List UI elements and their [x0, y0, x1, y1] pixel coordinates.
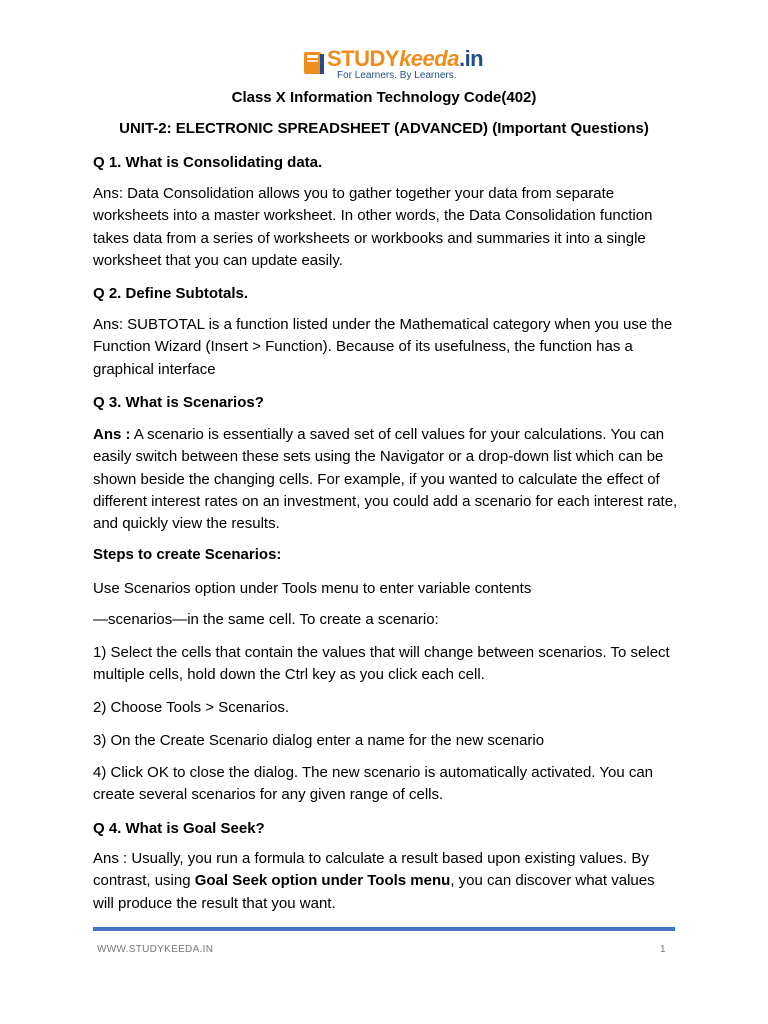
- question-heading: Q 4. What is Goal Seek?: [93, 820, 265, 837]
- answer-text: Ans: Data Consolidation allows you to gather together your data from separate worksheets into a master worksheet. In other words, the Data Consolidation function takes data from a series of worksheets or workbooks and summaries it into a single worksheet that you can update easily.: [93, 185, 653, 269]
- q1-question: [93, 152, 678, 174]
- step-3: [93, 730, 678, 752]
- question-heading: Q 3. What is Scenarios?: [93, 394, 264, 411]
- answer-body: A scenario is essentially a saved set of cell values for your calculations. You can easily switch between these sets using the Navigator or a drop-down list which can be shown beside the changing cells. For example, if you wanted to calculate the effect of different interest rates on an investment, you could add a scenario for each interest rate, and quickly view the results.: [93, 426, 678, 533]
- footer-rule: [93, 927, 675, 931]
- steps-intro-line-1: [93, 578, 678, 600]
- logo-wordmark: [327, 47, 483, 71]
- q2-question: [93, 283, 678, 305]
- answer-text: [93, 848, 678, 915]
- document-title: Class X Information Technology Code(402): [231, 89, 537, 106]
- answer-part-1: Ans : Usually, you run a formula to calculate a result based upon existing values. By contrast, using: [93, 850, 649, 890]
- q1-answer: [93, 183, 678, 272]
- answer-bold: Goal Seek option under Tools menu: [194, 872, 451, 890]
- step-text: 4) Click OK to close the dialog. The new scenario is automatically activated. You can create several scenarios for any given range of cells.: [93, 764, 654, 804]
- answer-label: Ans :: [93, 426, 131, 443]
- logo-word-study: STUDY: [327, 46, 400, 71]
- q3-answer: [93, 424, 678, 535]
- logo-word-keeda: keeda: [399, 46, 459, 71]
- step-1: [93, 642, 678, 687]
- steps-heading-text: Steps to create Scenarios:: [93, 546, 282, 563]
- book-icon: [303, 50, 325, 76]
- footer-website[interactable]: WWW.STUDYKEEDA.IN: [97, 944, 214, 955]
- logo-tagline: For Learners. By Learners.: [337, 70, 457, 81]
- q4-answer: [93, 848, 678, 915]
- studykeeda-logo: [303, 46, 484, 82]
- unit-heading: UNIT-2: ELECTRONIC SPREADSHEET (ADVANCED) (Important Questions): [119, 120, 649, 137]
- intro-text: Use Scenarios option under Tools menu to enter variable contents: [93, 580, 532, 597]
- q2-answer: [93, 314, 678, 381]
- question-heading: Q 1. What is Consolidating data.: [93, 154, 323, 171]
- step-text: 3) On the Create Scenario dialog enter a name for the new scenario: [93, 732, 545, 749]
- footer-page-number: 1: [660, 944, 666, 955]
- logo-word-in: .in: [458, 46, 484, 71]
- answer-text: Ans: SUBTOTAL is a function listed under the Mathematical category when you use the Function Wizard (Insert > Function). Because of its usefulness, the function has a graphical interface: [93, 316, 673, 378]
- intro-text: —scenarios—in the same cell. To create a scenario:: [93, 611, 439, 628]
- step-text: 1) Select the cells that contain the values that will change between scenarios. To select multiple cells, hold down the Ctrl key as you click each cell.: [93, 644, 670, 684]
- step-4: [93, 762, 678, 807]
- q4-question: [93, 818, 678, 840]
- steps-intro-line-2: [93, 609, 678, 631]
- step-text: 2) Choose Tools > Scenarios.: [93, 699, 290, 716]
- step-2: [93, 697, 678, 719]
- question-heading: Q 2. Define Subtotals.: [93, 285, 249, 302]
- q3-question: [93, 392, 678, 414]
- steps-heading: [93, 544, 678, 566]
- answer-part-2: , you can discover what values will produce the result that you want.: [93, 872, 655, 912]
- answer-text: [93, 424, 678, 535]
